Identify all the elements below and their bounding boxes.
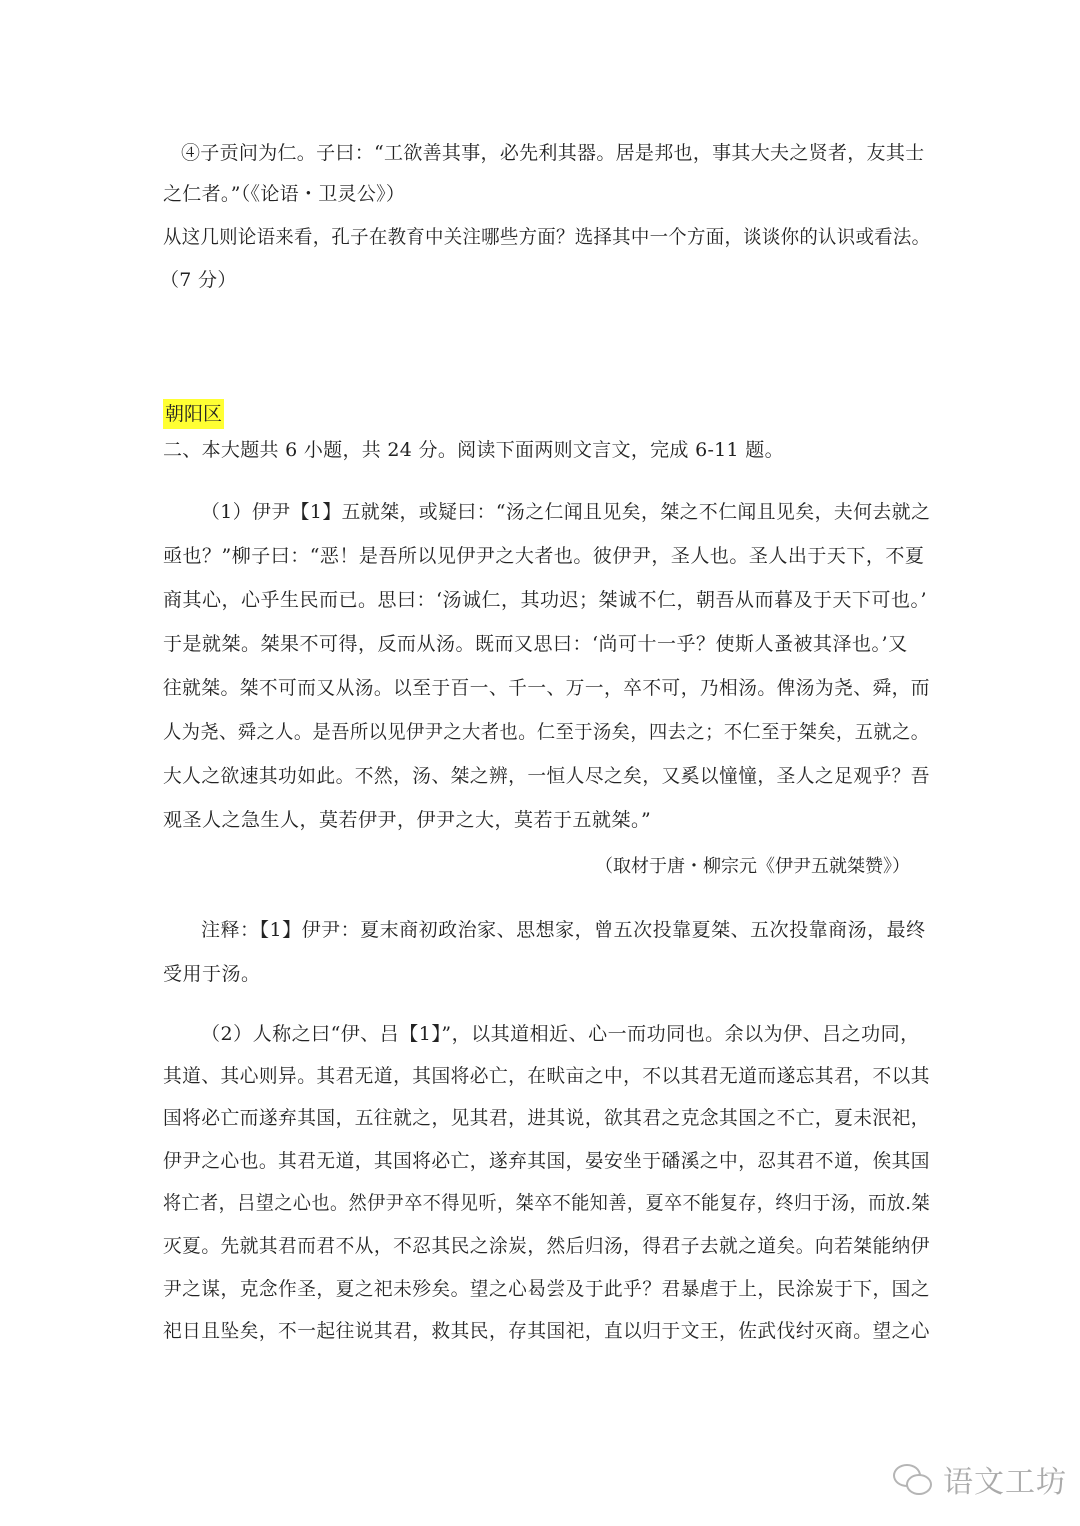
passage1-line: （1）伊尹【1】五就桀，或疑曰：“汤之仁闻且见矣，桀之不仁闻且见矣，夫何去就之 bbox=[201, 501, 931, 523]
note-line: 受用于汤。 bbox=[163, 963, 261, 985]
passage1-line: 亟也？”柳子曰：“恶！是吾所以见伊尹之大者也。彼伊尹，圣人也。圣人出于天下，不夏 bbox=[163, 545, 925, 567]
passage1-line: 观圣人之急生人，莫若伊尹，伊尹之大，莫若于五就桀。” bbox=[163, 809, 652, 831]
passage2-line: 其道、其心则异。其君无道，其国将必亡，在畎亩之中，不以其君无道而遂忘其君，不以其 bbox=[163, 1065, 930, 1087]
passage2-line: 祀日且坠矣，不一起往说其君，救其民，存其国祀，直以归于文王，佐武伐纣灭商。望之心 bbox=[163, 1320, 930, 1342]
section-intro: 二、本大题共 6 小题，共 24 分。阅读下面两则文言文，完成 6-11 题。 bbox=[163, 439, 784, 461]
passage1-line: 往就桀。桀不可而又从汤。以至于百一、千一、万一，卒不可，乃相汤。俾汤为尧、舜，而 bbox=[163, 677, 930, 699]
passage1-line: 商其心，心乎生民而已。思曰：‘汤诚仁，其功迟；桀诚不仁，朝吾从而暮及于天下可也。’ bbox=[163, 589, 928, 611]
wechat-icon bbox=[893, 1462, 933, 1496]
passage1-line: 人为尧、舜之人。是吾所以见伊尹之大者也。仁至于汤矣，四去之；不仁至于桀矣，五就之。 bbox=[163, 721, 930, 743]
question-line: 从这几则论语来看，孔子在教育中关注哪些方面？选择其中一个方面，谈谈你的认识或看法。 bbox=[163, 226, 931, 248]
watermark-text: 语文工坊 bbox=[943, 1465, 1067, 1500]
passage1-line: 大人之欲速其功如此。不然，汤、桀之辨，一恒人尽之矣，又奚以憧憧，圣人之足观乎？吾 bbox=[163, 765, 930, 787]
passage2-line: 国将必亡而遂弃其国，五往就之，见其君，进其说，欲其君之克念其国之不亡，夏未泯祀， bbox=[163, 1107, 930, 1129]
passage-line: ④子贡问为仁。子曰：“工欲善其事，必先利其器。居是邦也，事其大夫之贤者，友其士 bbox=[181, 142, 925, 164]
passage2-line: 将亡者，吕望之心也。然伊尹卒不得见听，桀卒不能知善，夏卒不能复存，终归于汤，而放.桀 bbox=[163, 1192, 931, 1214]
passage2-line: 伊尹之心也。其君无道，其国将必亡，遂弃其国，晏安坐于磻溪之中，忍其君不道，俟其国 bbox=[163, 1150, 930, 1172]
passage2-line: 灭夏。先就其君而君不从，不忍其民之涂炭，然后归汤，得君子去就之道矣。向若桀能纳伊 bbox=[163, 1235, 930, 1257]
passage2-line: 尹之谋，克念作圣，夏之祀未殄矣。望之心曷尝及于此乎？君暴虐于上，民涂炭于下，国之 bbox=[163, 1278, 930, 1300]
passage1-source: （取材于唐・柳宗元《伊尹五就桀赞》） bbox=[595, 856, 910, 877]
passage2-line: （2）人称之曰“伊、吕【1】”，以其道相近、心一而功同也。余以为伊、吕之功同， bbox=[201, 1023, 920, 1045]
passage1-line: 于是就桀。桀果不可得，反而从汤。既而又思曰：‘尚可十一乎？使斯人蚤被其泽也。’又 bbox=[163, 633, 908, 655]
note-line: 注释：【1】伊尹：夏末商初政治家、思想家，曾五次投靠夏桀、五次投靠商汤，最终 bbox=[201, 919, 926, 941]
watermark bbox=[893, 1454, 1067, 1504]
passage-line: 之仁者。”（《论语・卫灵公》） bbox=[163, 183, 406, 205]
section-label-highlight: 朝阳区 bbox=[163, 399, 224, 429]
question-score: （7 分） bbox=[160, 269, 237, 291]
